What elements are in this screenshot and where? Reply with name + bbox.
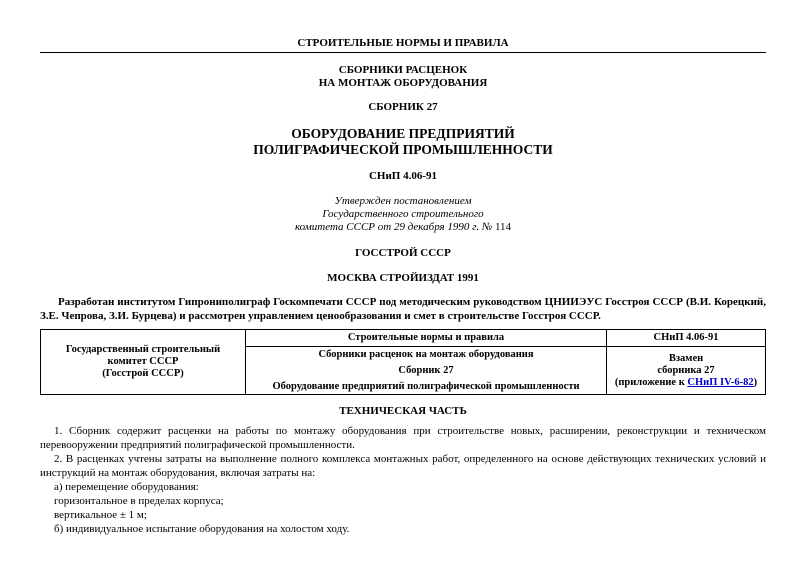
publisher: ГОССТРОЙ СССР (355, 247, 451, 259)
approval-line-3 (40, 221, 766, 234)
approval-line-2: Государственного строительного (322, 208, 484, 220)
approval-line-1: Утвержден постановлением (334, 195, 472, 207)
collection-line-1: СБОРНИКИ РАСЦЕНОК (338, 64, 468, 76)
collection-line-2: НА МОНТАЖ ОБОРУДОВАНИЯ (318, 77, 488, 89)
city-year: МОСКВА СТРОЙИЗДАТ 1991 (327, 272, 479, 284)
norms-cell: Строительные нормы и правила (246, 330, 607, 347)
developed-by: Разработан институтом Гипрониполиграф Госкомпечати СССР под методическим руководством ЦНИИЭУС Госстроя СССР (В.И. Корецкий, З.Е. Чепрова, З.И. Бурцева) и рассмотрен управлением ценообразования и смет в строительстве Госстроя СССР. (40, 296, 766, 322)
subject-label: Оборудование предприятий полиграфической промышленности (272, 380, 580, 392)
collection-number-label: Сборник 27 (398, 364, 454, 376)
title-line-2: ПОЛИГРАФИЧЕСКОЙ ПРОМЫШЛЕННОСТИ (253, 142, 553, 157)
header-rule (40, 52, 766, 53)
replaces-cell (607, 347, 766, 395)
collection-number: СБОРНИК 27 (368, 101, 438, 113)
committee-cell (41, 330, 246, 395)
committee-line-2: комитет СССР (107, 356, 179, 367)
paragraph-1: 1. Сборник содержит расценки на работы по монтажу оборудования при строительстве новых, расширении, реконструкции и техническом перевооружении предприятий полиграфической промышленности. (40, 425, 766, 451)
committee-line-3: (Госстрой СССР) (102, 368, 184, 379)
code-cell: СНиП 4.06-91 (607, 330, 766, 347)
document-code: СНиП 4.06-91 (368, 170, 438, 182)
replaces-line-3 (611, 377, 761, 389)
title-line-1: ОБОРУДОВАНИЕ ПРЕДПРИЯТИЙ (291, 126, 515, 141)
replaces-prefix: (приложение к (614, 376, 688, 388)
committee-line-1: Государственный строительный (65, 344, 221, 355)
approval-decree-number: 114 (494, 221, 512, 233)
item-vertical: вертикальное ± 1 м; (54, 509, 147, 521)
section-title: ТЕХНИЧЕСКАЯ ЧАСТЬ (339, 405, 467, 417)
paragraph-2: 2. В расценках учтены затраты на выполнение полного комплекса монтажных работ, определенного на основе действующих технических условий и инструкций на монтаж оборудования, включая затраты на: (40, 453, 766, 479)
replaces-suffix: ) (753, 376, 758, 388)
item-b: б) индивидуальное испытание оборудования на холостом ходу. (54, 523, 350, 535)
collection-info-cell (246, 347, 607, 395)
header-table (40, 329, 766, 395)
collections-label: Сборники расценок на монтаж оборудования (318, 348, 534, 360)
running-header: СТРОИТЕЛЬНЫЕ НОРМЫ И ПРАВИЛА (297, 37, 509, 49)
replaces-line-2: сборника 27 (657, 364, 715, 376)
snip-link[interactable]: СНиП IV-6-82 (687, 376, 754, 388)
approval-decree-text: комитета СССР от 29 декабря 1990 г. № (294, 221, 493, 233)
replaces-line-1: Взамен (668, 352, 704, 364)
item-horizontal: горизонтальное в пределах корпуса; (54, 495, 224, 507)
item-a: а) перемещение оборудования: (54, 481, 199, 493)
